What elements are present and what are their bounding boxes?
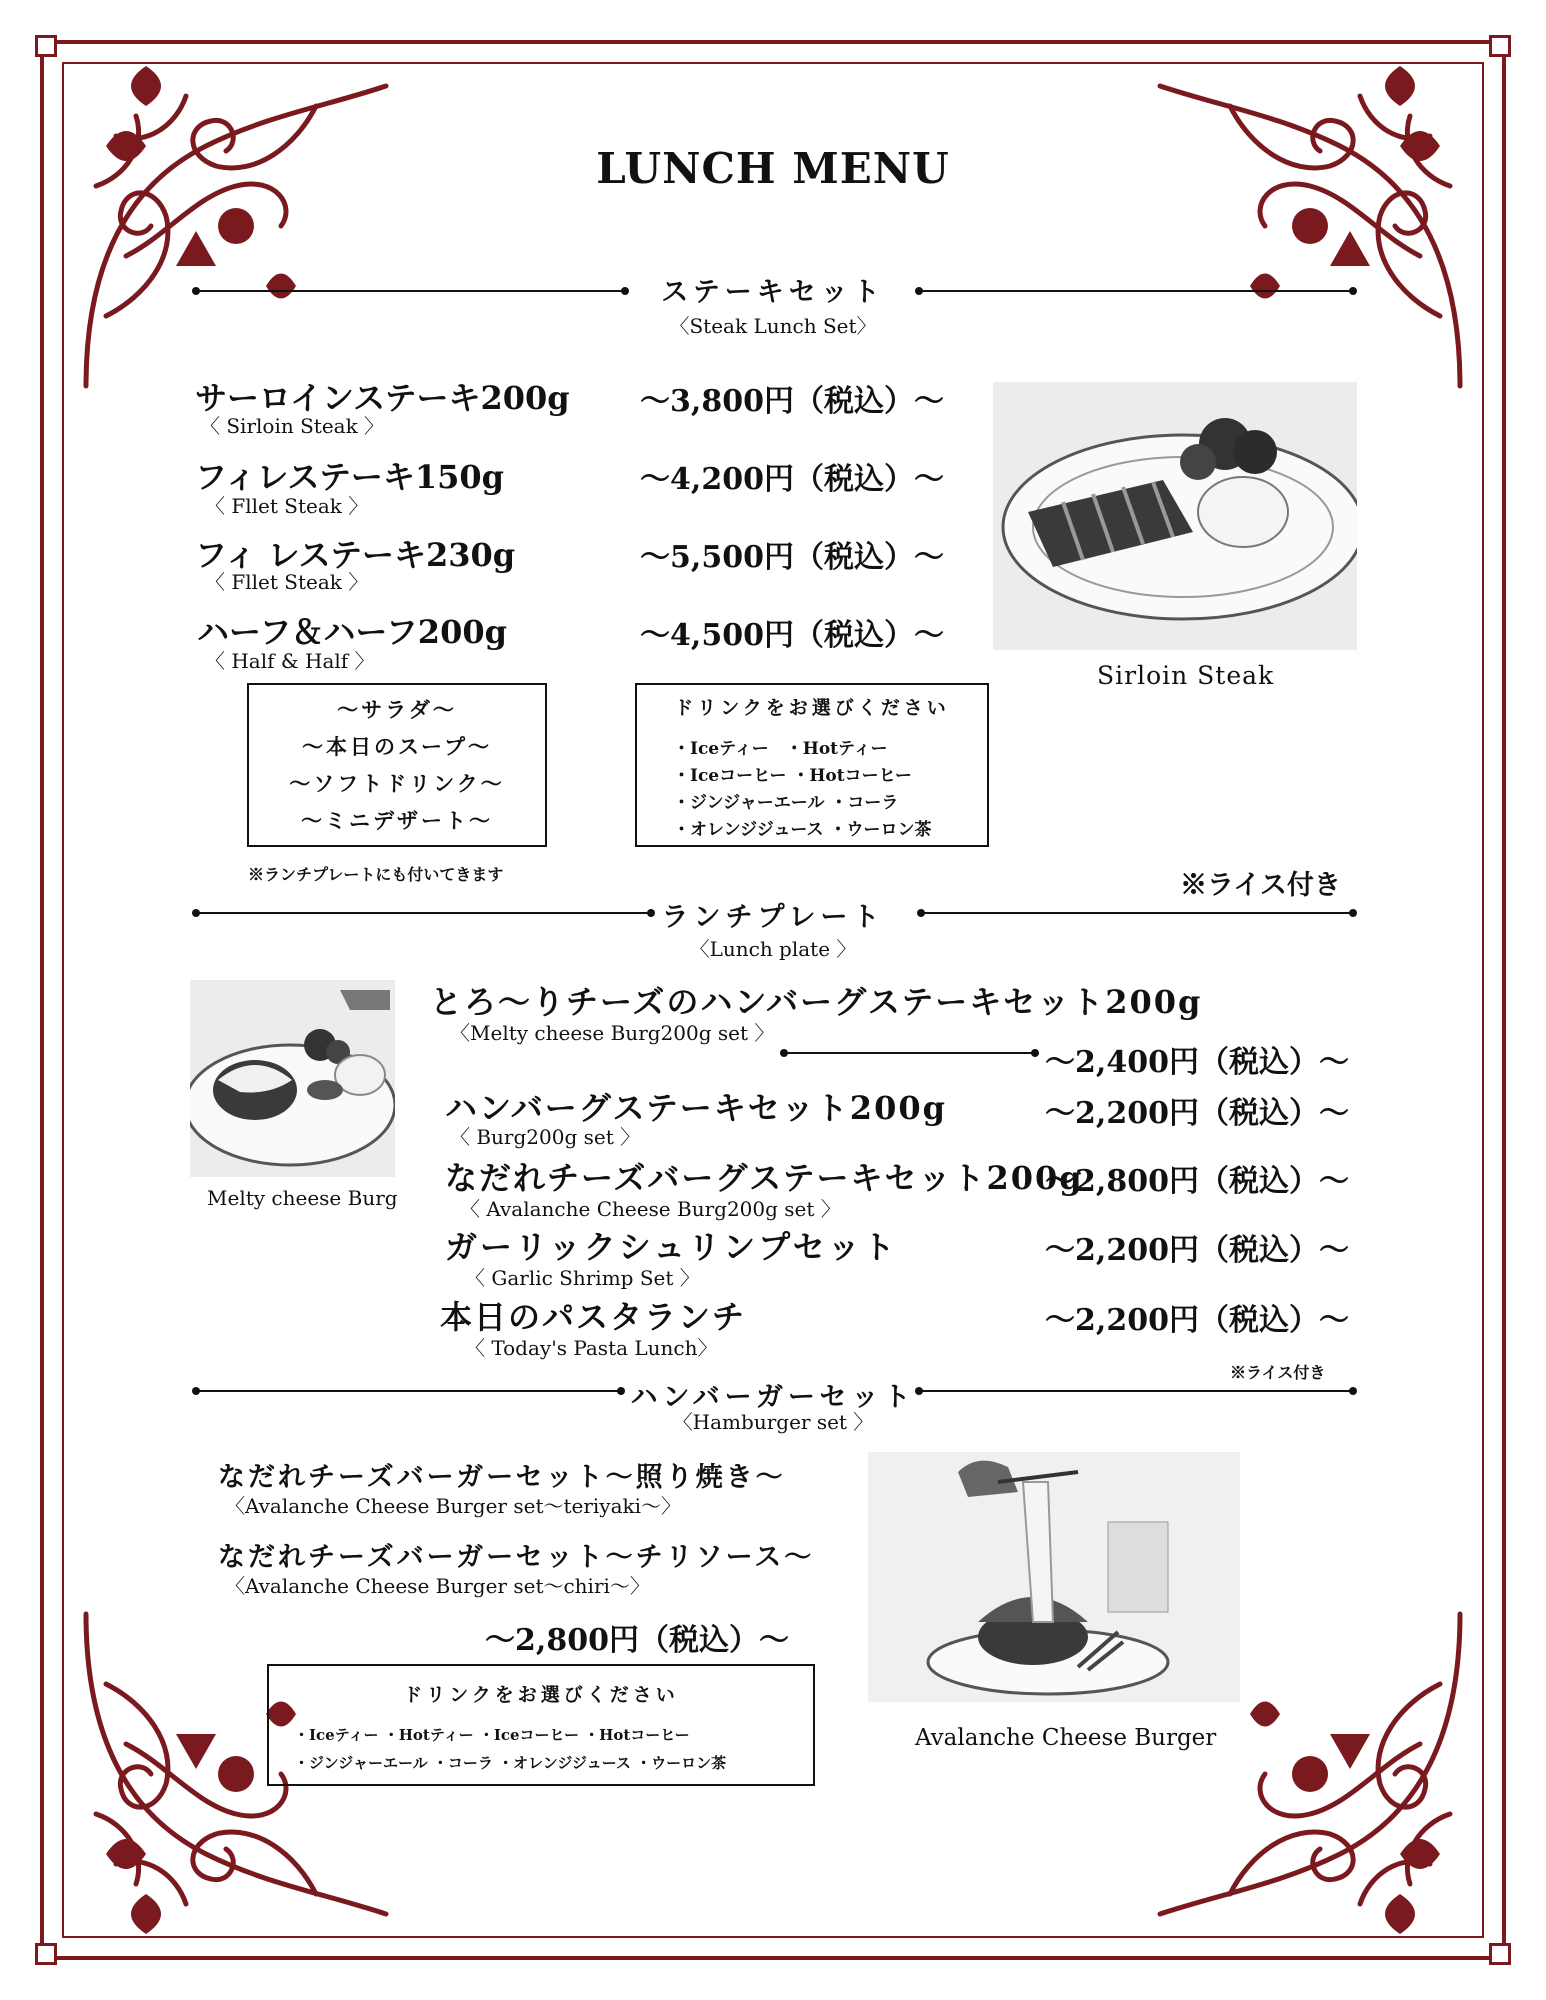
- sirloin-steak-caption: Sirloin Steak: [1097, 661, 1275, 690]
- steak-item-price: ～4,200円（税込）～: [640, 462, 944, 497]
- include-item: ～本日のスープ～: [302, 734, 492, 759]
- plate-rice-note: ※ライス付き: [1230, 1363, 1326, 1382]
- plate-item-name: ガーリックシュリンプセット: [445, 1228, 898, 1266]
- steak-item-name: ハーフ＆ハーフ200g: [197, 613, 507, 651]
- steak-illustration-icon: [993, 382, 1357, 650]
- drink-box: [635, 683, 989, 847]
- drink-line: ・Iceコーヒー ・Hotコーヒー: [673, 766, 912, 786]
- plate-item-price: ～2,400円（税込）～: [1045, 1045, 1349, 1080]
- burger-item-en: 〈Avalanche Cheese Burger set～teriyaki～〉: [225, 1494, 682, 1518]
- steak-item-name: フィ レステーキ230g: [195, 536, 516, 574]
- drink-box-title: ドリンクをお選びください: [674, 697, 950, 719]
- plate-item-name: とろ～りチーズのハンバーグステーキセット200g: [430, 983, 1203, 1021]
- steak-item-price: ～4,500円（税込）～: [640, 618, 944, 653]
- corner-square-tr: [1489, 35, 1511, 57]
- includes-box: [247, 683, 547, 847]
- melty-cheese-burg-caption: Melty cheese Burg: [207, 1186, 398, 1210]
- include-item: ～サラダ～: [337, 697, 457, 722]
- drink-line: ・ジンジャーエール ・コーラ ・オレンジジュース ・ウーロン茶: [294, 1754, 727, 1772]
- divider-dot: [780, 1049, 788, 1057]
- avalanche-burger-caption: Avalanche Cheese Burger: [915, 1725, 1217, 1751]
- corner-square-tl: [35, 35, 57, 57]
- burger-section-title: ハンバーガーセット: [630, 1382, 916, 1413]
- steak-rice-note: ※ライス付き: [1180, 870, 1341, 901]
- burg-illustration-icon: [190, 980, 395, 1177]
- steak-item-en: 〈 Fllet Steak 〉: [205, 570, 369, 594]
- plate-item-en: 〈 Avalanche Cheese Burg200g set 〉: [460, 1197, 841, 1221]
- price-leader-line: [783, 1052, 1035, 1054]
- plate-item-name: なだれチーズバーグステーキセット200g: [445, 1159, 1084, 1197]
- plate-item-en: 〈 Burg200g set 〉: [450, 1125, 641, 1149]
- divider-dot: [1031, 1049, 1039, 1057]
- menu-title: LUNCH MENU: [596, 144, 950, 193]
- includes-note: ※ランチプレートにも付いてきます: [248, 865, 504, 884]
- burger-section-subtitle: 〈Hamburger set 〉: [672, 1410, 874, 1434]
- burger-item-name: なだれチーズバーガーセット～照り焼き～: [218, 1462, 786, 1493]
- plate-section-title: ランチプレート: [661, 902, 885, 933]
- drink-line: ・ジンジャーエール ・コーラ: [673, 793, 899, 813]
- steak-section-title: ステーキセット: [661, 277, 885, 308]
- floral-ornament-icon: [66, 66, 396, 396]
- plate-item-price: ～2,200円（税込）～: [1045, 1233, 1349, 1268]
- plate-item-name: 本日のパスタランチ: [440, 1298, 747, 1336]
- melty-cheese-burg-photo: [190, 980, 395, 1177]
- avalanche-burger-photo: [868, 1452, 1240, 1702]
- drink-line: ・Iceティー ・Hotティー: [673, 739, 888, 759]
- include-item: ～ソフトドリンク～: [289, 771, 505, 796]
- plate-section-subtitle: 〈Lunch plate 〉: [689, 937, 857, 961]
- burger-illustration-icon: [868, 1452, 1240, 1702]
- steak-item-name: フィレステーキ150g: [195, 458, 505, 496]
- plate-item-en: 〈 Garlic Shrimp Set 〉: [465, 1266, 700, 1290]
- steak-item-name: サーロインステーキ200g: [195, 379, 570, 417]
- burger-item-name: なだれチーズバーガーセット～チリソース～: [218, 1542, 815, 1573]
- steak-item-en: 〈 Half & Half 〉: [205, 649, 375, 673]
- sirloin-steak-photo: [993, 382, 1357, 650]
- burger-price: ～2,800円（税込）～: [485, 1623, 789, 1658]
- plate-item-en: 〈Melty cheese Burg200g set 〉: [450, 1021, 775, 1045]
- steak-section-subtitle: 〈Steak Lunch Set〉: [669, 314, 877, 338]
- plate-item-en: 〈 Today's Pasta Lunch〉: [465, 1336, 718, 1360]
- plate-item-price: ～2,200円（税込）～: [1045, 1303, 1349, 1338]
- steak-item-price: ～5,500円（税込）～: [640, 540, 944, 575]
- plate-item-name: ハンバーグステーキセット200g: [445, 1089, 947, 1127]
- corner-square-br: [1489, 1943, 1511, 1965]
- steak-item-en: 〈 Fllet Steak 〉: [205, 494, 369, 518]
- floral-ornament-icon: [1150, 66, 1480, 396]
- drink-line: ・オレンジジュース ・ウーロン茶: [673, 820, 932, 840]
- plate-item-price: ～2,800円（税込）～: [1045, 1164, 1349, 1199]
- steak-item-en: 〈 Sirloin Steak 〉: [200, 414, 385, 438]
- steak-item-price: ～3,800円（税込）～: [640, 384, 944, 419]
- include-item: ～ミニデザート～: [301, 808, 493, 833]
- corner-square-bl: [35, 1943, 57, 1965]
- drink-line: ・Iceティー ・Hotティー ・Iceコーヒー ・Hotコーヒー: [294, 1726, 690, 1744]
- plate-item-price: ～2,200円（税込）～: [1045, 1096, 1349, 1131]
- burger-item-en: 〈Avalanche Cheese Burger set～chiri～〉: [225, 1574, 650, 1598]
- burger-drink-box: [267, 1664, 815, 1786]
- drink-box-title: ドリンクをお選びください: [403, 1684, 679, 1706]
